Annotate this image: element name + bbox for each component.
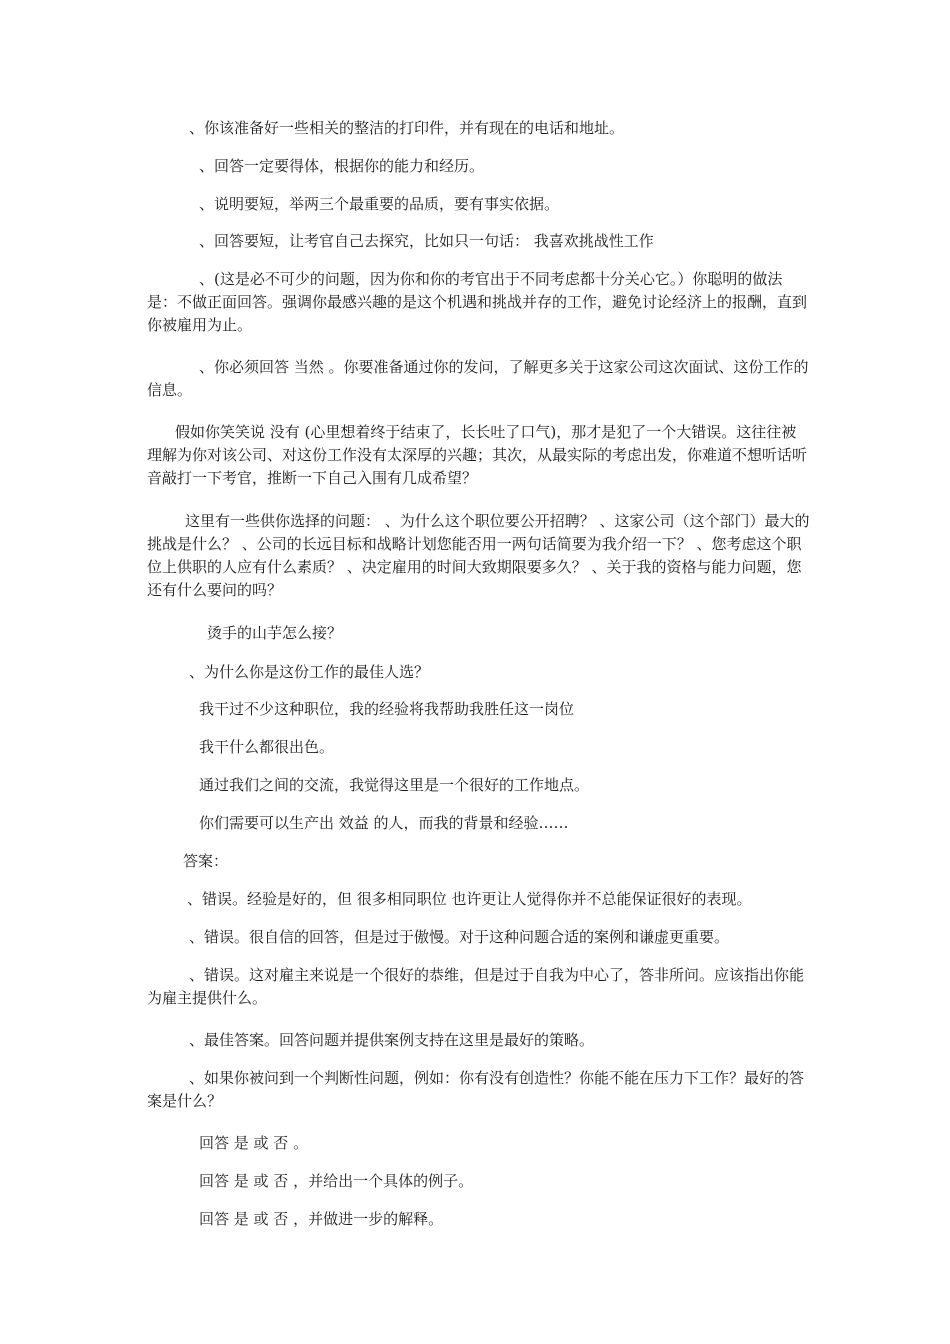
answer-best: 、最佳答案。回答问题并提供案例支持在这里是最好的策略。: [189, 1031, 595, 1049]
option-yes-no-example: 回答 是 或 否 ，并给出一个具体的例子。: [199, 1172, 474, 1190]
option-excellent: 我干什么都很出色。: [199, 738, 335, 756]
paragraph-salary-question: 、(这是必不可少的问题，因为你和你的考官出于不同考虑都十分关心它。）你聪明的做法是：不做正面回答。强调你最感兴趣的是这个机遇和挑战并存的工作，避免讨论经济上的报酬，直到你被雇用为止。: [147, 270, 808, 334]
paragraph-answer-short: 、回答要短，让考官自己去探究，比如只一句话： 我喜欢挑战性工作: [199, 232, 654, 250]
section-heading-hot-potato: 烫手的山芋怎么接？: [207, 624, 343, 642]
question-judgment: 、如果你被问到一个判断性问题，例如：你有没有创造性？你能不能在压力下工作？最好的答案是什么？: [147, 1069, 805, 1110]
question-best-candidate: 、为什么你是这份工作的最佳人选？: [189, 663, 430, 681]
paragraph-prepare-printouts: 、你该准备好一些相关的整洁的打印件，并有现在的电话和地址。: [189, 119, 625, 137]
paragraph-smile-no: 假如你笑笑说 没有 (心里想着终于结束了，长长吐了口气)，那才是犯了一个大错误。这往往被理解为你对该公司、对这份工作没有太深厚的兴趣；其次，从最实际的考虑出发，你难道不想听话听音敲打一下考官，推断一下自己入围有几成希望？: [147, 423, 808, 487]
paragraph-question-options: 这里有一些供你选择的问题： 、为什么这个职位要公开招聘？ 、这家公司（这个部门）最大的挑战是什么？ 、公司的长远目标和战略计划您能否用一两句话简要为我介绍一下？ 、您考虑这个职位上供职的人应有什么素质？ 、决定雇用的时间大致期限要多久？ 、关于我的资格与能力问题，您还有什么要问的吗？: [147, 512, 810, 599]
option-yes-no-explain: 回答 是 或 否 ，并做进一步的解释。: [199, 1210, 444, 1228]
option-productive: 你们需要可以生产出 效益 的人，而我的背景和经验……: [199, 814, 569, 832]
answer-wrong-experience: 、错误。经验是好的，但 很多相同职位 也许更让人觉得你并不总能保证很好的表现。: [187, 890, 752, 908]
paragraph-must-answer: 、你必须回答 当然 。你要准备通过你的发问，了解更多关于这家公司这次面试、这份工作的信息。: [147, 358, 809, 399]
paragraph-answer-appropriate: 、回答一定要得体，根据你的能力和经历。: [199, 157, 485, 175]
option-good-workplace: 通过我们之间的交流，我觉得这里是一个很好的工作地点。: [199, 776, 590, 794]
answer-wrong-arrogant: 、错误。很自信的回答，但是过于傲慢。对于这种问题合适的案例和谦虚更重要。: [189, 928, 730, 946]
option-experience: 我干过不少这种职位，我的经验将我帮助我胜任这一岗位: [199, 700, 575, 718]
option-yes-no: 回答 是 或 否 。: [199, 1134, 309, 1152]
answer-wrong-self-centered: 、错误。这对雇主来说是一个很好的恭维，但是过于自我为中心了，答非所问。应该指出你能为雇主提供什么。: [147, 966, 805, 1007]
answers-heading: 答案：: [183, 852, 229, 870]
paragraph-explain-short: 、说明要短，举两三个最重要的品质，要有事实依据。: [199, 195, 560, 213]
